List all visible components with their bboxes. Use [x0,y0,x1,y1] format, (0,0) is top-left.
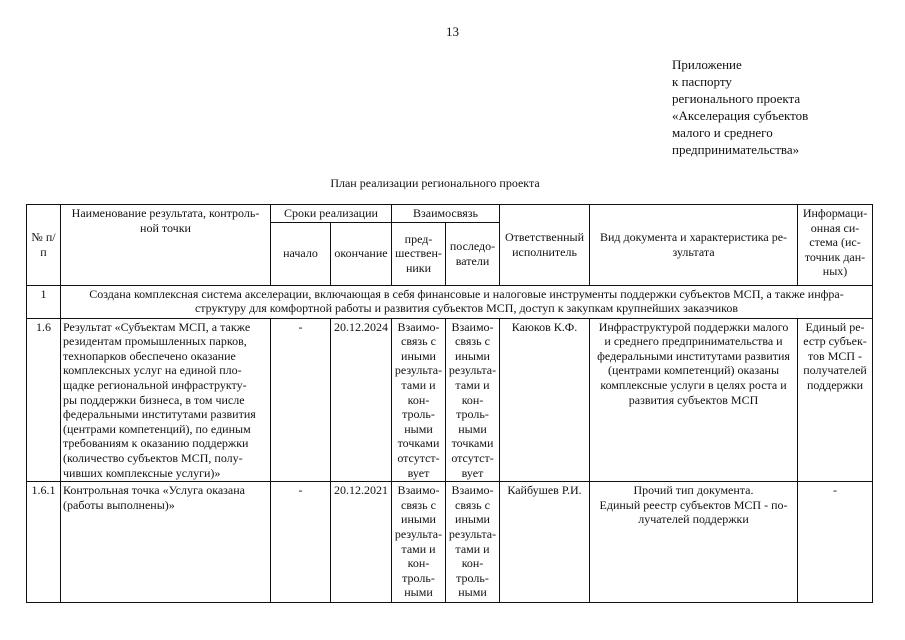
goal-num: 1 [27,285,61,318]
header-name: Наименование результата, контроль- ной точки [61,205,271,286]
row-doc: Инфраструктурой поддержки малого и среднего предпринимательства и федеральными институтами развития (центрами компетенций) оказаны комплексные услуги в целях роста и развития субъектов МСП [590,318,798,482]
row-executor: Каюков К.Ф. [500,318,590,482]
row-successors: Взаимо- связь с иными результа- тами и кон- троль- ными точками отсутст- вует [446,318,500,482]
appendix-line: «Акселерация субъектов [672,108,809,123]
appendix-line: предпринимательства» [672,142,800,157]
row-info: - [798,482,873,603]
row-name: Контрольная точка «Услуга оказана (работы выполнены)» [61,482,271,603]
header-predecessors: пред- шествен- ники [392,222,446,285]
row-executor: Кайбушев Р.И. [500,482,590,603]
header-end: окончание [331,222,392,285]
page-number: 13 [446,24,459,39]
header-successors: последо- ватели [446,222,500,285]
appendix-line: Приложение [672,57,742,72]
row-num: 1.6.1 [27,482,61,603]
header-start: начало [271,222,331,285]
row-name: Результат «Субъектам МСП, а также резидентам промышленных парков, технопарков обеспечено оказание комплексных услуг на единой пло- щадке региональной инфраструкту- ры поддержки бизнеса, в том числе федеральными институтами развития (центрами компетенций), по единым требованиям к оказанию поддержки (количество субъектов МСП, полу- чивших комплексные услуги)» [61,318,271,482]
appendix-line: регионального проекта [672,91,801,106]
plan-title: План реализации регионального проекта [330,176,540,190]
appendix-note [672,56,808,158]
row-successors: Взаимо- связь с иными результа- тами и кон- троль- ными [446,482,500,603]
row-predecessors: Взаимо- связь с иными результа- тами и кон- троль- ными точками отсутст- вует [392,318,446,482]
appendix-line: к паспорту [672,74,732,89]
row-predecessors: Взаимо- связь с иными результа- тами и кон- троль- ными [392,482,446,603]
row-end: 20.12.2024 [331,318,392,482]
header-doc: Вид документа и характеристика ре- зультата [590,205,798,286]
header-relations: Взаимосвязь [392,205,500,223]
header-row [27,205,873,223]
row-doc: Прочий тип документа. Единый реестр субъектов МСП - по- лучателей поддержки [590,482,798,603]
row-start: - [271,318,331,482]
header-terms: Сроки реализации [271,205,392,223]
row-num: 1.6 [27,318,61,482]
plan-table [26,204,873,603]
header-num: № п/п [27,205,61,286]
row-end: 20.12.2021 [331,482,392,603]
header-info: Информаци- онная си- стема (ис- точник дан- ных) [798,205,873,286]
row-info: Единый ре- естр субъек- тов МСП - получателей поддержки [798,318,873,482]
table-row [27,318,873,482]
appendix-line: малого и среднего [672,125,773,140]
goal-text: Создана комплексная система акселерации, включающая в себя финансовые и налоговые инструменты поддержки субъектов МСП, а также инфра- структуру для комфортной работы и развития субъектов МСП, доступ к закупкам крупнейших заказчиков [61,285,873,318]
goal-row [27,285,873,318]
table-row [27,482,873,603]
header-executor: Ответственный исполнитель [500,205,590,286]
row-start: - [271,482,331,603]
